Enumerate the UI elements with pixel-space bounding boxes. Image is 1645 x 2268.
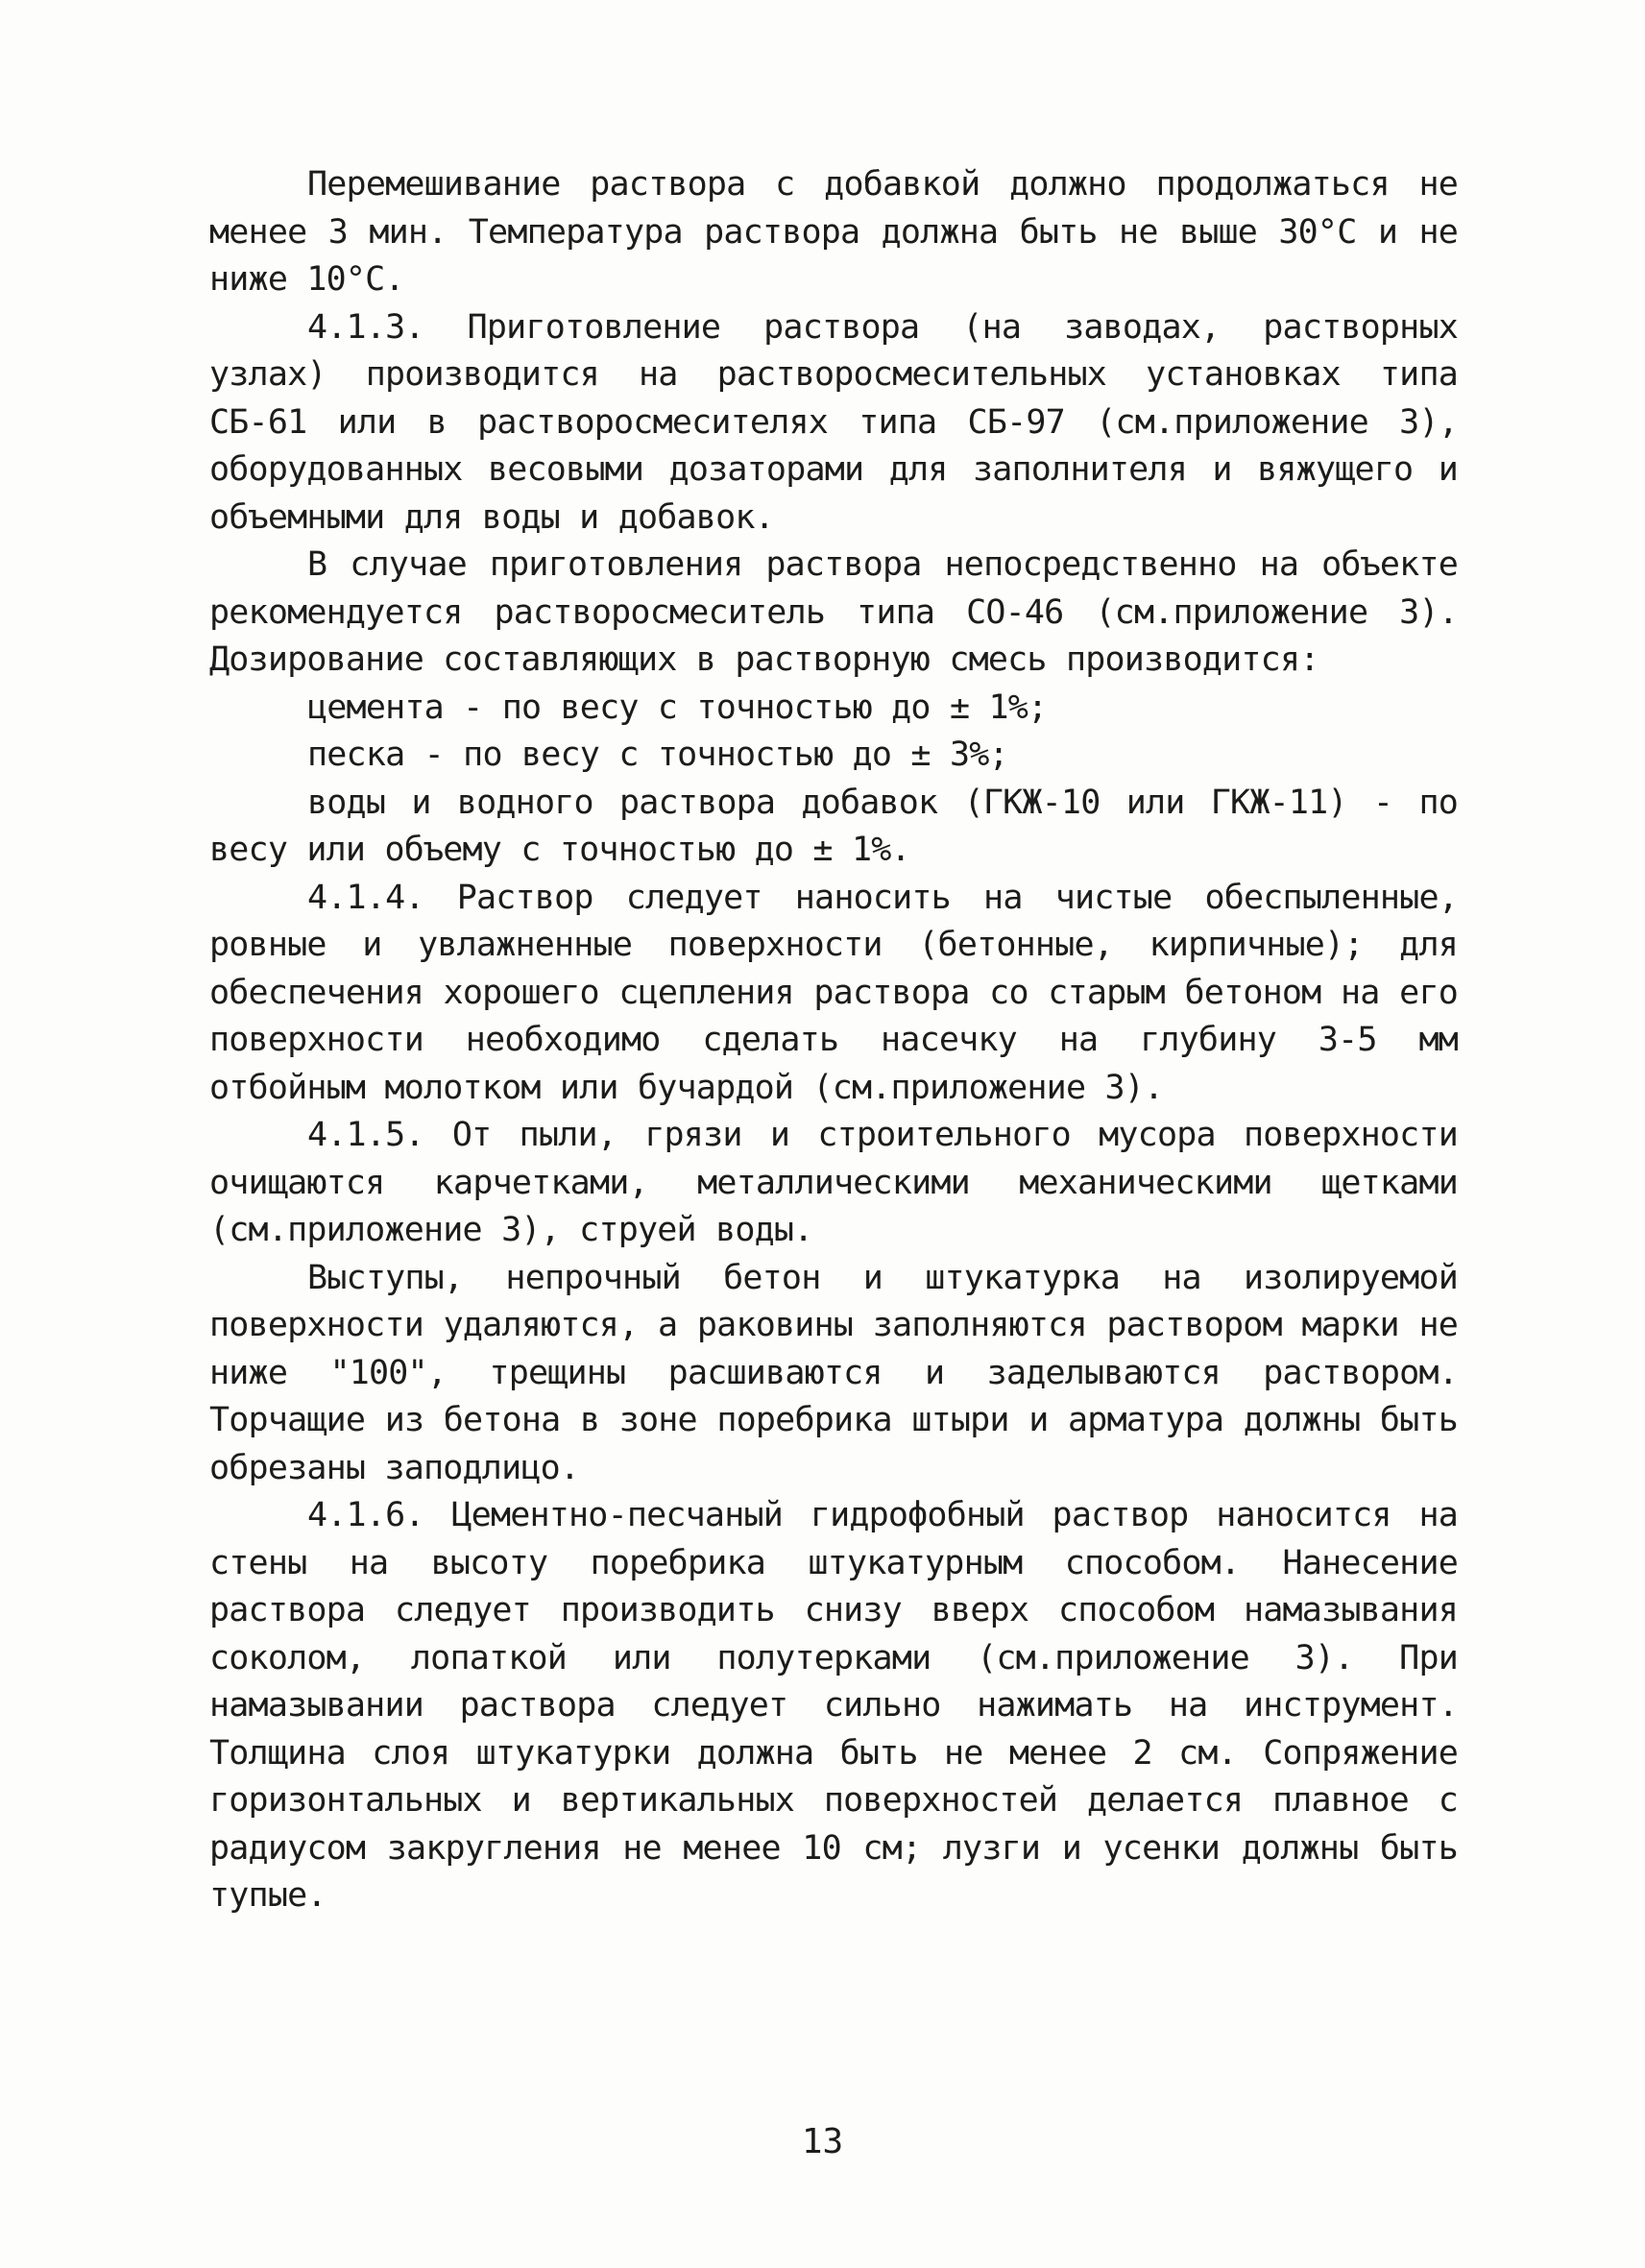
page-number: 13 <box>801 2122 844 2161</box>
dosing-item-water: воды и водного раствора добавок (ГКЖ-10 или ГКЖ-11) - по весу или объему с точностью до ± 1%. <box>209 783 1458 869</box>
paragraph-4-1-3: 4.1.3. Приготовление раствора (на заводах, растворных узлах) производится на растворосмесительных установках типа СБ-61 или в растворосмесителях типа СБ-97 (см.приложение 3), оборудованных весовыми дозаторами для заполнителя и вяжущего и объемными для воды и добавок. <box>209 307 1458 537</box>
paragraph-4-1-5: 4.1.5. От пыли, грязи и строительного мусора поверхности очищаются карчетками, металлическими механическими щетками (см.приложение 3), струей воды. <box>209 1116 1458 1249</box>
paragraph-4-1-6: 4.1.6. Цементно-песчаный гидрофобный раствор наносится на стены на высоту поребрика штукатурным способом. Нанесение раствора следует производить снизу вверх способом намазывания соколом, лопаткой или полутерками (см.приложение 3). При намазывании раствора следует сильно нажимать на инструмент. Толщина слоя штукатурки должна быть не менее 2 см. Сопряжение горизонтальных и вертикальных поверхностей делается плавное с радиусом закругления не менее 10 см; лузги и усенки должны быть тупые. <box>209 1496 1458 1915</box>
dosing-item-cement: цемента - по весу с точностью до ± 1%; <box>307 688 1048 727</box>
paragraph-site-preparation: В случае приготовления раствора непосредственно на объекте рекомендуется растворосмеситель типа СО-46 (см.приложение 3). Дозирование составляющих в растворную смесь производится: <box>209 545 1458 679</box>
paragraph-mixing: Перемешивание раствора с добавкой должно продолжаться не менее 3 мин. Температура раствора должна быть не выше 30°С и не ниже 10°С. <box>209 165 1458 299</box>
dosing-item-sand: песка - по весу с точностью до ± 3%; <box>307 736 1008 774</box>
body-text <box>209 161 1458 1920</box>
paragraph-protrusions: Выступы, непрочный бетон и штукатурка на изолируемой поверхности удаляются, а раковины заполняются раствором марки не ниже "100", трещины расшиваются и заделываются раствором. Торчащие из бетона в зоне поребрика штыри и арматура должны быть обрезаны заподлицо. <box>209 1258 1458 1487</box>
paragraph-4-1-4: 4.1.4. Раствор следует наносить на чистые обеспыленные, ровные и увлажненные поверхности (бетонные, кирпичные); для обеспечения хорошего сцепления раствора со старым бетоном на его поверхности необходимо сделать насечку на глубину 3-5 мм отбойным молотком или бучардой (см.приложение 3). <box>209 878 1458 1107</box>
